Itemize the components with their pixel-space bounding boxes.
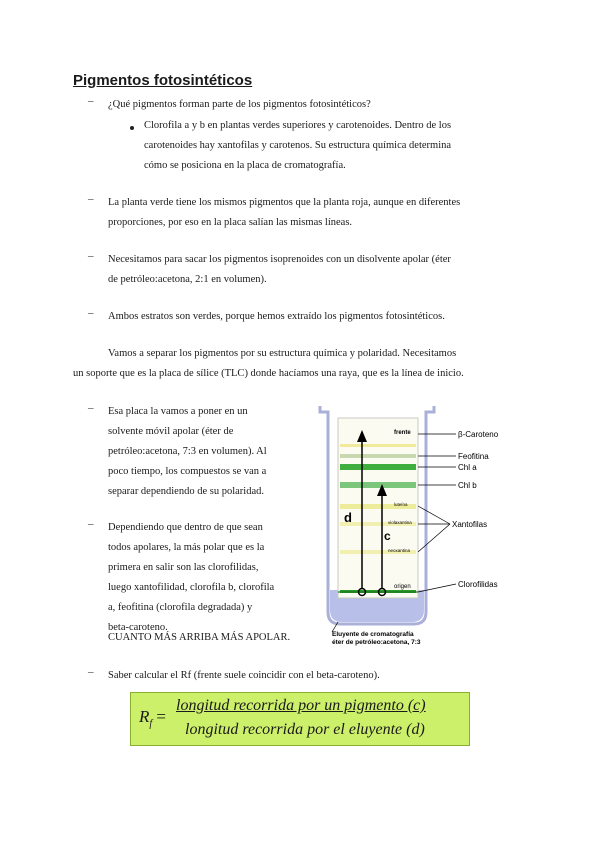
question-line: ¿Qué pigmentos forman parte de los pigmentos fotosintéticos? (108, 99, 371, 110)
label-neoxantina: neoxantina (388, 548, 411, 553)
paragraph-line: Esa placa la vamos a poner en un (108, 406, 248, 417)
paragraph-line: La planta verde tiene los mismos pigmentos que la planta roja, aunque en diferentes (108, 197, 461, 208)
paragraph-line: Dependiendo que dentro de que sean (108, 522, 263, 533)
figure-caption-line2: éter de petróleo:acetona, 7:3 (332, 639, 421, 646)
formula-denominator: longitud recorrida por el eluyente (d) (185, 721, 425, 738)
bullet-line-1: Clorofila a y b en plantas verdes superiores y carotenoides. Dentro de los (144, 120, 452, 131)
label-frente: frente (394, 430, 411, 436)
label-origen: origen (394, 584, 411, 590)
paragraph-line: todos apolares, la más polar que es la (108, 542, 265, 553)
paragraph-line: solvente móvil apolar (éter de (108, 426, 234, 437)
paragraph-line: de petróleo:acetona, 2:1 en volumen). (108, 274, 267, 285)
bullet-line-3: cómo se posiciona en la placa de cromatografía. (144, 160, 346, 171)
label-chl-b: Chl b (458, 481, 477, 490)
list-dash: – (88, 95, 94, 107)
list-dash: – (88, 193, 94, 205)
label-beta-caroteno: β-Caroteno (458, 430, 499, 439)
list-dash: – (88, 518, 94, 530)
paragraph-line: beta-caroteno. (108, 622, 168, 633)
label-violaxantina: violaxantina (388, 520, 412, 525)
paragraph-line: separar dependiendo de su polaridad. (108, 486, 264, 497)
bullet-dot (130, 126, 134, 130)
page-title: Pigmentos fotosintéticos (73, 72, 253, 89)
bullet-line-2: carotenoides hay xantofilas y carotenos. Su estructura química determina (144, 140, 452, 151)
band-feofitina (340, 454, 416, 458)
band-chl-b (340, 482, 416, 488)
paragraph-line: a, feofitina (clorofila degradada) y (108, 602, 253, 613)
rf-formula-box (130, 692, 470, 746)
list-dash: – (88, 250, 94, 262)
tlc-chromatography-figure (318, 404, 544, 652)
paragraph-line: proporciones, por eso en la placa salían las mismas líneas. (108, 217, 353, 228)
label-d: d (344, 510, 352, 525)
rf-subscript: f (149, 718, 153, 730)
formula-numerator: longitud recorrida por un pigmento (c) (176, 697, 426, 714)
leader-line (418, 506, 450, 524)
label-clorofilidas: Clorofilidas (458, 580, 498, 589)
band-chl-a (340, 464, 416, 470)
caps-note: CUANTO MÁS ARRIBA MÁS APOLAR. (108, 632, 291, 643)
paragraph-line: luego xantofilidad, clorofila b, clorofila (108, 582, 275, 593)
paragraph-line: Saber calcular el Rf (frente suele coincidir con el beta-caroteno). (108, 670, 380, 681)
paragraph-line: poco tiempo, los compuestos se van a (108, 466, 267, 477)
label-xantofilas: Xantofilas (452, 520, 488, 529)
label-feofitina: Feofitina (458, 452, 489, 461)
list-dash: – (88, 666, 94, 678)
list-dash: – (88, 402, 94, 414)
paragraph-line: Ambos estratos son verdes, porque hemos extraído los pigmentos fotosintéticos. (108, 311, 445, 322)
paragraph-line: petróleo:acetona, 7:3 en volumen). Al (108, 446, 267, 457)
label-chl-a: Chl a (458, 463, 477, 472)
leader-line (418, 524, 450, 552)
paragraph-line: un soporte que es la placa de sílice (TLC) donde hacíamos una raya, que es la línea de inicio. (73, 368, 464, 379)
paragraph-line: primera en salir son las clorofilidas, (108, 562, 259, 573)
figure-caption-line1: Eluyente de cromatografía (332, 631, 414, 638)
equals-sign: = (156, 707, 167, 726)
leader-line (418, 584, 456, 592)
rf-letter: R (139, 707, 150, 726)
paragraph-line: Necesitamos para sacar los pigmentos isoprenoides con un disolvente apolar (éter (108, 254, 451, 265)
band-beta-caroteno (340, 444, 416, 447)
list-dash: – (88, 307, 94, 319)
paragraph-line: Vamos a separar los pigmentos por su estructura química y polaridad. Necesitamos (108, 348, 457, 359)
label-c: c (384, 529, 391, 543)
rf-symbol (139, 707, 166, 729)
label-luteina: luteína (394, 502, 408, 507)
